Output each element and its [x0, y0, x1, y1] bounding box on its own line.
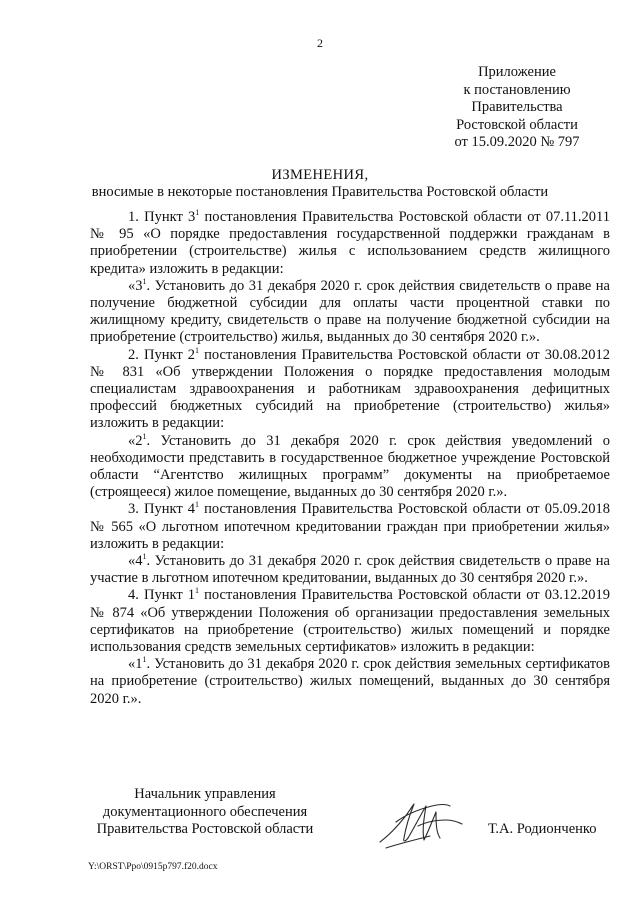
document-body — [90, 209, 610, 708]
item-1-intro-superscript: 1 — [195, 208, 200, 217]
signer-name: Т.А. Родионченко — [488, 821, 597, 837]
item-1-intro-start: 1. Пункт 3 — [128, 209, 196, 225]
appendix-line-2: к постановлению — [463, 81, 571, 98]
appendix-line-3: Правительства — [471, 99, 563, 115]
item-4-intro-text: постановления Правительства Ростовской области от 03.12.2019 № 874 «Об утверждении Положения об организации предоставления земельных сертификатов на приобретение (строительство) жилых помещений и порядке использования средств земельных сертификатов» изложить в редакции: — [90, 587, 611, 656]
item-2-quote-superscript: 1 — [142, 431, 147, 441]
item-3-intro-text: постановления Правительства Ростовской области от 05.09.2018 № 565 «О льготном ипотечном кредитовании граждан при приобретении жилья» изложить в редакции: — [90, 501, 611, 552]
item-1-intro-text: постановления Правительства Ростовской области от 07.11.2011 № 95 «О порядке предоставления государственной поддержки гражданам в приобретении (строительстве) жилья с использованием средств жилищного кредита» изложить в редакции: — [90, 209, 611, 277]
item-1-quote-start: «3 — [128, 277, 143, 294]
item-3-quote — [90, 553, 610, 587]
item-4-quote — [90, 656, 610, 708]
item-4-quote-text: . Установить до 31 декабря 2020 г. срок действия земельных сертификатов на приобретение (строительство) жилых помещений, выданных до 30 сентября 2020 г.». — [90, 656, 610, 707]
appendix-line-5: от 15.09.2020 № 797 — [454, 134, 580, 150]
item-3-quote-start: «4 — [128, 553, 143, 570]
appendix-header — [452, 64, 582, 152]
item-4-quote-superscript: 1 — [142, 655, 147, 665]
item-3-intro — [90, 501, 610, 553]
page-number: 2 — [317, 36, 323, 50]
item-2-quote-text: . Установить до 31 декабря 2020 г. срок действия уведомлений о необходимости представить в государственное бюджетное учреждение Ростовской области “Агентство жилищных программ” документы на приобретаемое (строящееся) жилое помещение, выданных до 30 сентября 2020 г.». — [90, 432, 610, 501]
appendix-line-1: Приложение — [478, 64, 556, 80]
signatory-position — [90, 786, 320, 839]
position-line-2: документационного обеспечения — [102, 803, 308, 820]
item-2-quote-start: «2 — [128, 432, 143, 449]
position-line-1: Начальник управления — [134, 786, 276, 802]
item-3-intro-superscript: 1 — [195, 500, 200, 510]
appendix-line-4: Ростовской области — [456, 116, 578, 133]
item-1-intro — [90, 209, 610, 278]
item-1-quote — [90, 278, 610, 347]
item-4-intro — [90, 587, 610, 656]
item-2-intro-start: 2. Пункт 2 — [128, 346, 196, 363]
item-2-intro — [90, 347, 610, 433]
document-title: ИЗМЕНЕНИЯ, — [271, 167, 369, 183]
document-subtitle: вносимые в некоторые постановления Правительства Ростовской области — [91, 184, 549, 200]
item-1-quote-text: . Установить до 31 декабря 2020 г. срок действия свидетельств о праве на получение бюджетной субсидии для оплаты части процентной ставки по жилищному кредиту, свидетельств о праве на получение бюджетной субсидии на приобретение (строительство) жилья, выданных до 30 сентября 2020 г.». — [90, 277, 610, 346]
item-3-quote-superscript: 1 — [142, 552, 147, 562]
item-4-quote-start: «1 — [128, 656, 143, 673]
file-path: Y:\ORST\Ppo\0915p797.f20.docx — [88, 862, 218, 872]
item-4-intro-superscript: 1 — [195, 586, 200, 596]
item-2-quote — [90, 433, 610, 502]
item-2-intro-text: постановления Правительства Ростовской области от 30.08.2012 № 831 «Об утверждении Положения о порядке предоставления молодым специалистам здравоохранения и работникам здравоохранения дефицитных профессий бюджетных субсидий на приобретение (строительство) жилья» изложить в редакции: — [90, 346, 611, 432]
item-3-quote-text: . Установить до 31 декабря 2020 г. срок действия свидетельств о праве на участие в льготном ипотечном кредитовании, выданных до 30 сентября 2020 г.». — [90, 553, 610, 587]
handwritten-signature — [374, 792, 466, 852]
item-2-intro-superscript: 1 — [195, 345, 200, 355]
item-1-quote-superscript: 1 — [142, 276, 147, 286]
item-4-intro-start: 4. Пункт 1 — [128, 587, 196, 604]
position-line-3: Правительства Ростовской области — [96, 821, 314, 837]
item-3-intro-start: 3. Пункт 4 — [128, 501, 196, 518]
